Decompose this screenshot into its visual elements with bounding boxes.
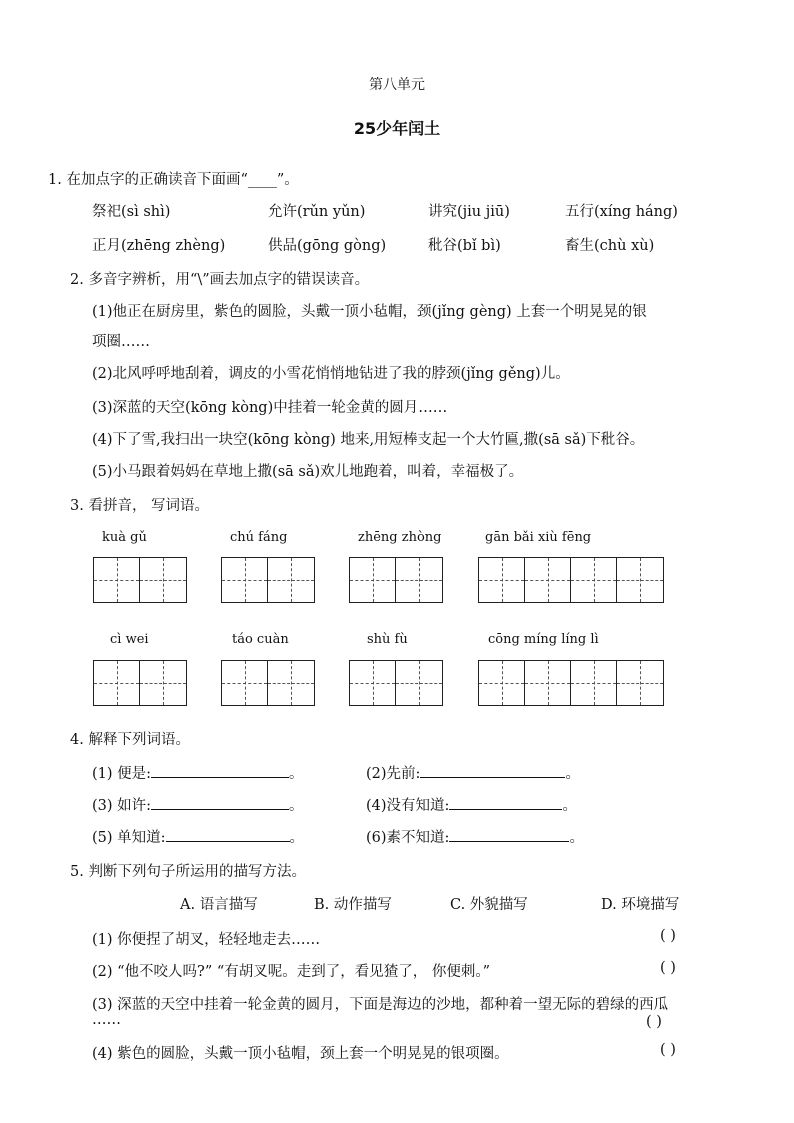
unit-heading: 第八单元: [369, 77, 425, 93]
judge-item: (2) “他不咬人吗?” “有胡叉呢。走到了，看见猹了， 你便刺。”: [92, 964, 491, 980]
period: 。: [289, 766, 304, 782]
answer-paren[interactable]: ( ): [660, 960, 676, 976]
option-d: D. 环境描写: [601, 897, 680, 913]
q1-prompt: 1. 在加点字的正确读音下面画“____”。: [48, 172, 299, 188]
q2-item: (2)北风呼呼地刮着，调皮的小雪花悄悄地钻进了我的脖颈(jǐng gěng)儿。: [92, 366, 570, 382]
definition-label: (3) 如许:: [92, 798, 152, 814]
definition-item: [92, 826, 304, 847]
q2-item: (5)小马跟着妈妈在草地上撒(sā sǎ)欢儿地跑着，叫着，幸福极了。: [92, 464, 524, 480]
period: 。: [569, 830, 584, 846]
definition-item: [366, 826, 584, 847]
pinyin-label: cōng míng líng lì: [488, 632, 599, 647]
answer-blank[interactable]: [449, 827, 569, 842]
q1-item: 秕谷(bǐ bì): [428, 238, 501, 254]
pinyin-label: shù fù: [367, 632, 408, 647]
q1-item: 祭祀(sì shì): [92, 204, 171, 220]
option-c: C. 外貌描写: [450, 897, 528, 913]
q1-item: 畜生(chù xù): [565, 238, 655, 254]
definition-item: [366, 794, 577, 815]
q5-prompt: 5. 判断下列句子所运用的描写方法。: [70, 864, 306, 880]
definition-item: [366, 762, 580, 783]
answer-blank[interactable]: [166, 827, 290, 842]
definition-label: (5) 单知道:: [92, 830, 166, 846]
q3-prompt: 3. 看拼音， 写词语。: [70, 498, 210, 514]
definition-label: (2)先前:: [366, 766, 421, 782]
writing-grid[interactable]: [221, 557, 315, 603]
definition-item: [92, 794, 304, 815]
period: 。: [562, 798, 577, 814]
period: 。: [565, 766, 580, 782]
pinyin-label: cì wei: [110, 632, 149, 647]
q1-item: 供品(gōng gòng): [268, 238, 387, 254]
q1-item: 允许(rǔn yǔn): [268, 204, 366, 220]
q1-item: 正月(zhēng zhèng): [92, 238, 226, 254]
judge-item: (1) 你便捏了胡叉，轻轻地走去……: [92, 932, 321, 948]
answer-paren[interactable]: ( ): [660, 928, 676, 944]
q2-item: 项圈……: [92, 334, 150, 350]
period: 。: [289, 830, 305, 846]
q2-prompt: 2. 多音字辨析，用“\”画去加点字的错误读音。: [70, 272, 370, 288]
pinyin-label: táo cuàn: [232, 632, 289, 647]
writing-grid[interactable]: [349, 660, 443, 706]
definition-label: (1) 便是:: [92, 766, 152, 782]
writing-grid[interactable]: [93, 557, 187, 603]
answer-paren[interactable]: ( ): [646, 1014, 662, 1030]
q1-item: 讲究(jiu jiū): [428, 204, 510, 220]
q2-item: (4)下了雪,我扫出一块空(kōng kòng) 地来,用短棒支起一个大竹匾,撒(sā sǎ)下秕谷。: [92, 432, 645, 448]
definition-label: (6)素不知道:: [366, 830, 450, 846]
option-a: A. 语言描写: [180, 897, 258, 913]
definition-item: [92, 762, 304, 783]
period: 。: [289, 798, 304, 814]
answer-blank[interactable]: [420, 763, 565, 778]
writing-grid[interactable]: [93, 660, 187, 706]
answer-blank[interactable]: [151, 795, 289, 810]
judge-item: (4) 紫色的圆脸，头戴一顶小毡帽，颈上套一个明晃晃的银项圈。: [92, 1046, 509, 1062]
writing-grid[interactable]: [478, 557, 664, 603]
option-b: B. 动作描写: [314, 897, 392, 913]
q4-prompt: 4. 解释下列词语。: [70, 732, 190, 748]
writing-grid[interactable]: [221, 660, 315, 706]
writing-grid[interactable]: [349, 557, 443, 603]
pinyin-label: kuà gǔ: [102, 530, 147, 545]
judge-item-continuation: ……: [92, 1012, 121, 1028]
pinyin-label: zhēng zhòng: [358, 530, 442, 545]
answer-blank[interactable]: [449, 795, 562, 810]
q2-item: (3)深蓝的天空(kōng kòng)中挂着一轮金黄的圆月……: [92, 400, 448, 416]
judge-item: (3) 深蓝的天空中挂着一轮金黄的圆月，下面是海边的沙地，都种着一望无际的碧绿的西瓜: [92, 997, 669, 1013]
answer-blank[interactable]: [151, 763, 289, 778]
pinyin-label: chú fáng: [230, 530, 288, 545]
answer-paren[interactable]: ( ): [660, 1042, 676, 1058]
page-title: 25少年闰土: [353, 119, 441, 138]
q2-item: (1)他正在厨房里，紫色的圆脸，头戴一顶小毡帽，颈(jǐng gèng) 上套一个明晃晃的银: [92, 304, 647, 320]
definition-label: (4)没有知道:: [366, 798, 450, 814]
pinyin-label: gān bǎi xiù fēng: [485, 530, 592, 545]
writing-grid[interactable]: [478, 660, 664, 706]
q1-item: 五行(xíng háng): [565, 204, 678, 220]
